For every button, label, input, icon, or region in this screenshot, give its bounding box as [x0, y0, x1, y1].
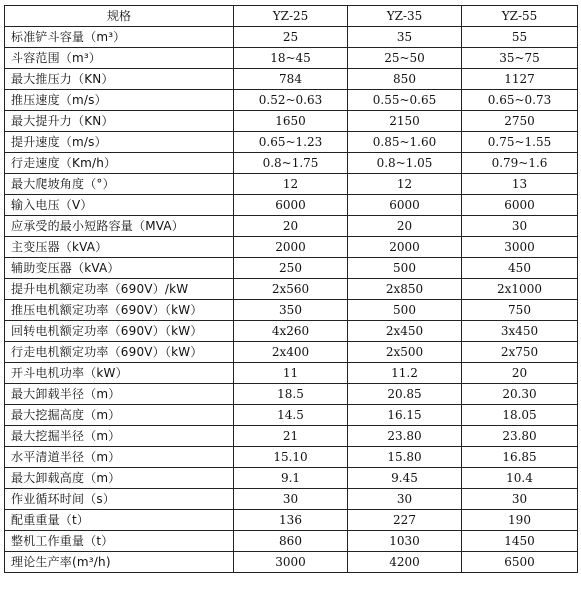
value-yz35: 35 [348, 27, 462, 48]
table-row [5, 111, 578, 132]
value-yz35: 500 [348, 300, 462, 321]
table-row [5, 279, 578, 300]
value-yz25: 12 [234, 174, 348, 195]
value-yz25: 860 [234, 531, 348, 552]
row-label: 最大挖掘半径（m） [5, 426, 234, 447]
value-yz25: 2x560 [234, 279, 348, 300]
value-yz35: 12 [348, 174, 462, 195]
row-label: 整机工作重量（t） [5, 531, 234, 552]
value-yz35: 500 [348, 258, 462, 279]
row-label: 标准铲斗容量（m³） [5, 27, 234, 48]
row-label: 应承受的最小短路容量（MVA） [5, 216, 234, 237]
value-yz35: 6000 [348, 195, 462, 216]
row-label: 最大爬坡角度（°） [5, 174, 234, 195]
table-row [5, 258, 578, 279]
value-yz25: 25 [234, 27, 348, 48]
value-yz35: 227 [348, 510, 462, 531]
table-row [5, 195, 578, 216]
table-row [5, 531, 578, 552]
value-yz25: 2x400 [234, 342, 348, 363]
value-yz35: 2x450 [348, 321, 462, 342]
value-yz55: 3000 [462, 237, 578, 258]
spec-table-body [5, 27, 578, 573]
value-yz25: 9.1 [234, 468, 348, 489]
spec-table [4, 5, 578, 573]
header-cell-yz25: YZ-25 [234, 6, 348, 27]
value-yz35: 20 [348, 216, 462, 237]
value-yz25: 0.52~0.63 [234, 90, 348, 111]
value-yz35: 15.80 [348, 447, 462, 468]
value-yz55: 2750 [462, 111, 578, 132]
value-yz35: 23.80 [348, 426, 462, 447]
value-yz35: 850 [348, 69, 462, 90]
table-row [5, 489, 578, 510]
row-label: 推压速度（m/s） [5, 90, 234, 111]
value-yz35: 25~50 [348, 48, 462, 69]
value-yz35: 0.85~1.60 [348, 132, 462, 153]
value-yz55: 6500 [462, 552, 578, 573]
row-label: 推压电机额定功率（690V）（kW） [5, 300, 234, 321]
table-row [5, 69, 578, 90]
row-label: 输入电压（V） [5, 195, 234, 216]
table-row [5, 90, 578, 111]
value-yz35: 11.2 [348, 363, 462, 384]
value-yz25: 0.65~1.23 [234, 132, 348, 153]
row-label: 最大挖掘高度（m） [5, 405, 234, 426]
table-row [5, 321, 578, 342]
value-yz55: 0.75~1.55 [462, 132, 578, 153]
table-row [5, 384, 578, 405]
table-row [5, 216, 578, 237]
value-yz55: 1450 [462, 531, 578, 552]
table-row [5, 426, 578, 447]
row-label: 最大提升力（KN） [5, 111, 234, 132]
row-label: 斗容范围（m³） [5, 48, 234, 69]
value-yz55: 10.4 [462, 468, 578, 489]
row-label: 理论生产率(m³/h) [5, 552, 234, 573]
value-yz25: 2000 [234, 237, 348, 258]
value-yz55: 23.80 [462, 426, 578, 447]
header-cell-spec: 规格 [5, 6, 234, 27]
row-label: 开斗电机功率（kW） [5, 363, 234, 384]
value-yz25: 14.5 [234, 405, 348, 426]
value-yz55: 1127 [462, 69, 578, 90]
value-yz55: 6000 [462, 195, 578, 216]
value-yz35: 2x850 [348, 279, 462, 300]
value-yz25: 30 [234, 489, 348, 510]
value-yz25: 15.10 [234, 447, 348, 468]
row-label: 行走电机额定功率（690V）（kW） [5, 342, 234, 363]
value-yz55: 16.85 [462, 447, 578, 468]
table-row [5, 132, 578, 153]
value-yz25: 20 [234, 216, 348, 237]
row-label: 辅助变压器（kVA） [5, 258, 234, 279]
table-row [5, 552, 578, 573]
value-yz55: 0.65~0.73 [462, 90, 578, 111]
row-label: 提升速度（m/s） [5, 132, 234, 153]
value-yz25: 11 [234, 363, 348, 384]
value-yz55: 750 [462, 300, 578, 321]
table-row [5, 27, 578, 48]
value-yz55: 18.05 [462, 405, 578, 426]
value-yz55: 30 [462, 216, 578, 237]
value-yz35: 0.55~0.65 [348, 90, 462, 111]
value-yz35: 4200 [348, 552, 462, 573]
value-yz25: 136 [234, 510, 348, 531]
value-yz25: 3000 [234, 552, 348, 573]
row-label: 提升电机额定功率（690V）/kW [5, 279, 234, 300]
value-yz35: 2000 [348, 237, 462, 258]
row-label: 回转电机额定功率（690V）（kW） [5, 321, 234, 342]
header-cell-yz35: YZ-35 [348, 6, 462, 27]
spec-table-header [5, 6, 578, 27]
value-yz35: 9.45 [348, 468, 462, 489]
row-label: 作业循环时间（s） [5, 489, 234, 510]
value-yz55: 0.79~1.6 [462, 153, 578, 174]
table-row [5, 342, 578, 363]
row-label: 配重重量（t） [5, 510, 234, 531]
table-row [5, 153, 578, 174]
row-label: 行走速度（Km/h） [5, 153, 234, 174]
value-yz55: 35~75 [462, 48, 578, 69]
table-row [5, 405, 578, 426]
value-yz55: 450 [462, 258, 578, 279]
value-yz25: 250 [234, 258, 348, 279]
value-yz35: 1030 [348, 531, 462, 552]
value-yz55: 2x1000 [462, 279, 578, 300]
value-yz55: 13 [462, 174, 578, 195]
value-yz55: 30 [462, 489, 578, 510]
value-yz55: 20.30 [462, 384, 578, 405]
row-label: 水平清道半径（m） [5, 447, 234, 468]
value-yz55: 190 [462, 510, 578, 531]
row-label: 主变压器（kVA） [5, 237, 234, 258]
value-yz25: 18.5 [234, 384, 348, 405]
table-row [5, 447, 578, 468]
value-yz25: 18~45 [234, 48, 348, 69]
value-yz25: 0.8~1.75 [234, 153, 348, 174]
table-row [5, 363, 578, 384]
table-row [5, 48, 578, 69]
table-row [5, 468, 578, 489]
row-label: 最大卸载高度（m） [5, 468, 234, 489]
row-label: 最大卸载半径（m） [5, 384, 234, 405]
value-yz35: 2150 [348, 111, 462, 132]
value-yz35: 0.8~1.05 [348, 153, 462, 174]
value-yz25: 1650 [234, 111, 348, 132]
value-yz25: 784 [234, 69, 348, 90]
table-row [5, 510, 578, 531]
value-yz35: 16.15 [348, 405, 462, 426]
value-yz55: 55 [462, 27, 578, 48]
table-row [5, 237, 578, 258]
value-yz35: 30 [348, 489, 462, 510]
value-yz55: 3x450 [462, 321, 578, 342]
header-cell-yz55: YZ-55 [462, 6, 578, 27]
header-row [5, 6, 578, 27]
value-yz25: 21 [234, 426, 348, 447]
table-row [5, 300, 578, 321]
row-label: 最大推压力（KN） [5, 69, 234, 90]
table-row [5, 174, 578, 195]
value-yz25: 4x260 [234, 321, 348, 342]
value-yz55: 20 [462, 363, 578, 384]
value-yz35: 2x500 [348, 342, 462, 363]
value-yz55: 2x750 [462, 342, 578, 363]
value-yz25: 350 [234, 300, 348, 321]
value-yz35: 20.85 [348, 384, 462, 405]
value-yz25: 6000 [234, 195, 348, 216]
